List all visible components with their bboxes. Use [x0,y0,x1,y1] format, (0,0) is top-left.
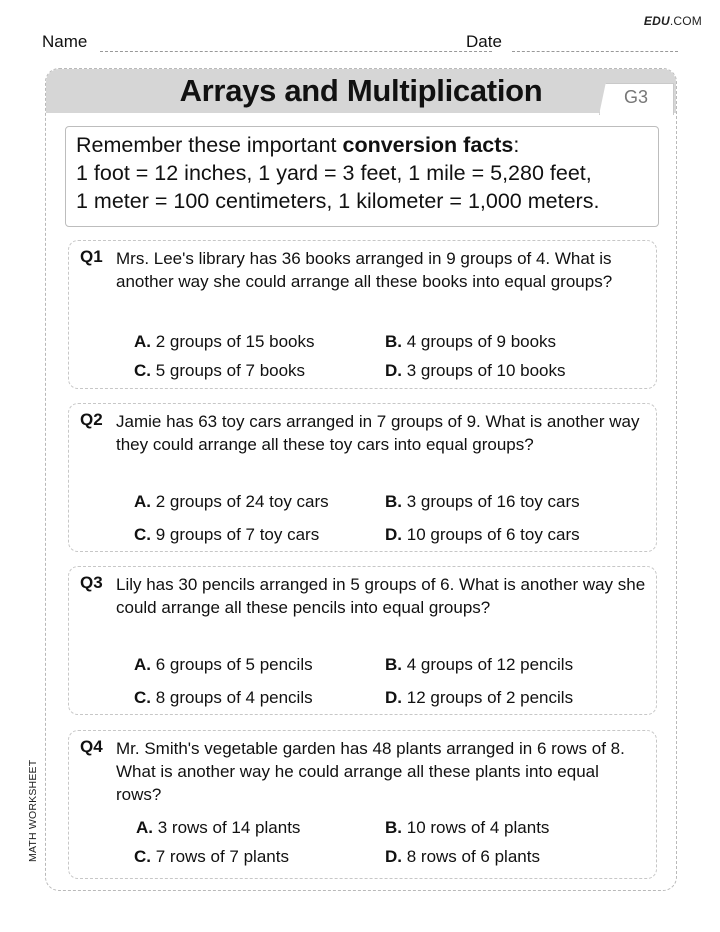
grade-label: G3 [623,87,648,107]
question-number: Q1 [80,247,103,266]
option-c[interactable]: C. 9 groups of 7 toy cars [134,525,320,544]
worksheet [45,68,677,891]
option-c[interactable]: C. 7 rows of 7 plants [134,847,289,866]
option-a[interactable]: A. 6 groups of 5 pencils [134,655,313,674]
option-a[interactable]: A. 2 groups of 15 books [134,332,315,351]
question-number: Q2 [80,410,103,429]
option-b[interactable]: B. 4 groups of 9 books [385,332,557,351]
name-label: Name [42,32,88,51]
date-line [512,51,678,52]
question-card [68,730,657,879]
question-card [68,566,657,715]
option-a[interactable]: A. 3 rows of 14 plants [136,818,301,837]
option-d[interactable]: D. 8 rows of 6 plants [385,847,540,866]
option-c[interactable]: C. 8 groups of 4 pencils [134,688,313,707]
option-c[interactable]: C. 5 groups of 7 books [134,361,306,380]
question-text: Mr. Smith's vegetable garden has 48 plants arranged in 6 rows of 8. What is another way he could arrange all these plants into equal rows? [116,739,625,804]
option-d[interactable]: D. 10 groups of 6 toy cars [385,525,580,544]
conversion-facts-box [65,126,659,227]
facts-line-2: 1 foot = 12 inches, 1 yard = 3 feet, 1 mile = 5,280 feet, [76,161,592,185]
question-card [68,403,657,552]
question-text: Mrs. Lee's library has 36 books arranged in 9 groups of 4. What is another way she could arrange all these books into equal groups? [116,249,613,291]
option-b[interactable]: B. 4 groups of 12 pencils [385,655,574,674]
option-b[interactable]: B. 3 groups of 16 toy cars [385,492,580,511]
name-date-row [42,32,678,54]
option-d[interactable]: D. 3 groups of 10 books [385,361,566,380]
facts-intro: Remember these important conversion facts: [76,133,520,157]
brand-logo: EDU.COM [643,14,702,28]
question-text: Jamie has 63 toy cars arranged in 7 groups of 9. What is another way they could arrange all these toy cars into equal groups? [116,412,640,454]
option-a[interactable]: A. 2 groups of 24 toy cars [134,492,329,511]
question-number: Q4 [80,737,103,756]
name-line [100,51,492,52]
option-b[interactable]: B. 10 rows of 4 plants [385,818,550,837]
question-number: Q3 [80,573,103,592]
question-card [68,240,657,389]
facts-line-3: 1 meter = 100 centimeters, 1 kilometer = 1,000 meters. [76,189,600,213]
page-title: Arrays and Multiplication [179,73,543,108]
date-label: Date [466,32,502,51]
option-d[interactable]: D. 12 groups of 2 pencils [385,688,574,707]
question-text: Lily has 30 pencils arranged in 5 groups of 6. What is another way she could arrange all these pencils into equal groups? [116,575,646,617]
side-label: MATH WORKSHEET [27,759,39,862]
